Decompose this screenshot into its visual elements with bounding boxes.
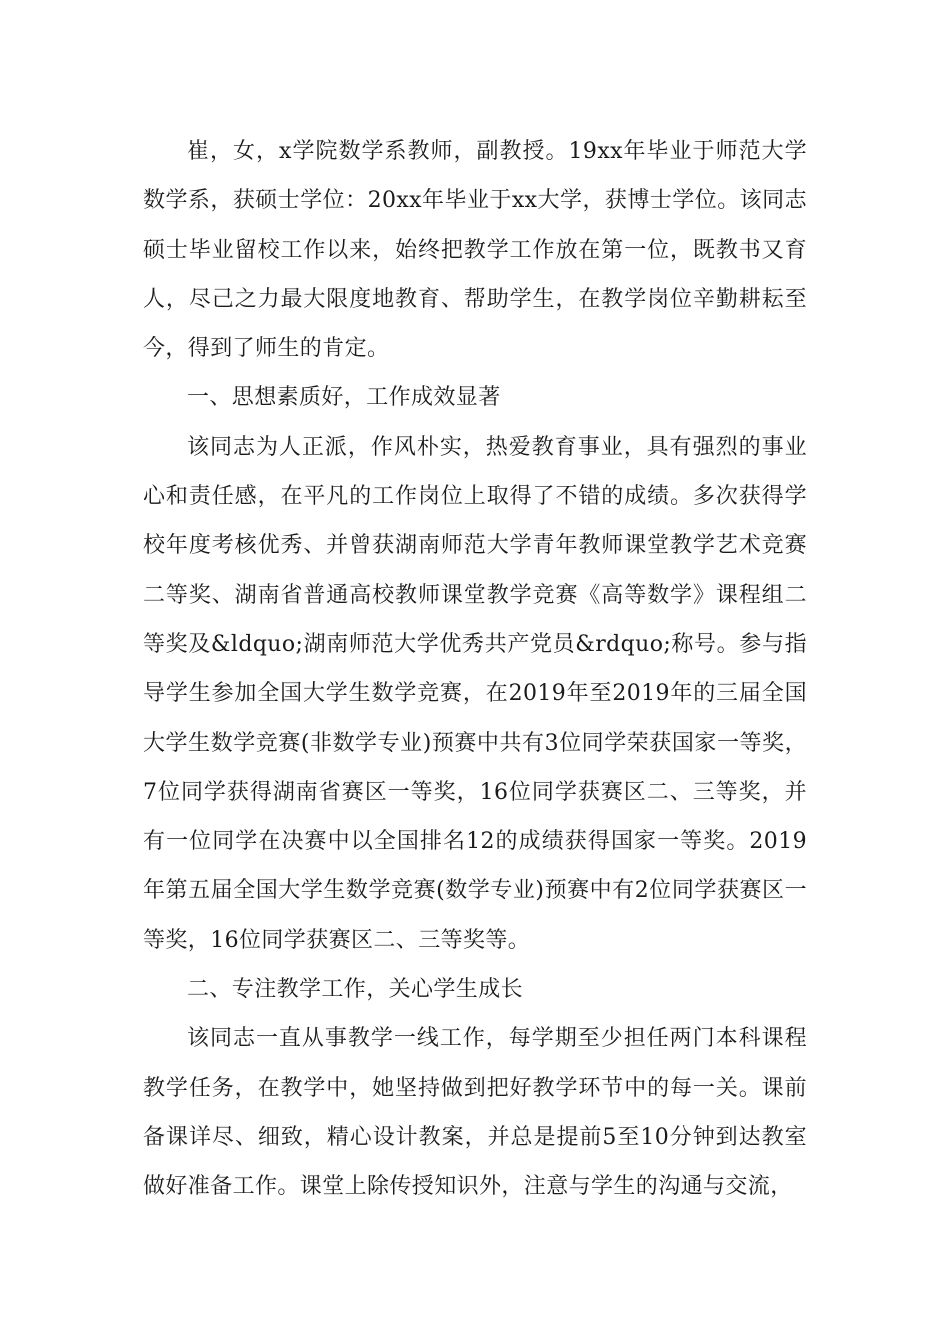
section-2-paragraph: 该同志一直从事教学一线工作，每学期至少担任两门本科课程教学任务，在教学中，她坚持做到把好教学环节中的每一关。课前备课详尽、细致，精心设计教案，并总是提前5至10分钟到达教室做好准备工作。课堂上除传授知识外，注意与学生的沟通与交流， [143,1026,807,1200]
intro-paragraph: 崔，女，x学院数学系教师，副教授。19xx年毕业于师范大学数学系，获硕士学位：20xx年毕业于xx大学，获博士学位。该同志硕士毕业留校工作以来，始终把教学工作放在第一位，既教书又育人，尽己之力最大限度地教育、帮助学生，在教学岗位辛勤耕耘至今，得到了师生的肯定。 [143,139,807,362]
section-heading-1: 一、思想素质好，工作成效显著 [187,385,501,411]
section-heading-2: 二、专注教学工作，关心学生成长 [187,977,524,1003]
document-body [143,127,807,1212]
section-1-paragraph: 该同志为人正派，作风朴实，热爱教育事业，具有强烈的事业心和责任感，在平凡的工作岗位上取得了不错的成绩。多次获得学校年度考核优秀、并曾获湖南师范大学青年教师课堂教学艺术竞赛二等奖、湖南省普通高校教师课堂教学竞赛《高等数学》课程组二等奖及&ldquo;湖南师范大学优秀共产党员&rdquo;称号。参与指导学生参加全国大学生数学竞赛，在2019年至2019年的三届全国大学生数学竞赛(非数学专业)预赛中共有3位同学荣获国家一等奖，7位同学获得湖南省赛区一等奖，16位同学获赛区二、三等奖，并有一位同学在决赛中以全国排名12的成绩获得国家一等奖。2019年第五届全国大学生数学竞赛(数学专业)预赛中有2位同学获赛区一等奖，16位同学获赛区二、三等奖等。 [143,434,807,953]
